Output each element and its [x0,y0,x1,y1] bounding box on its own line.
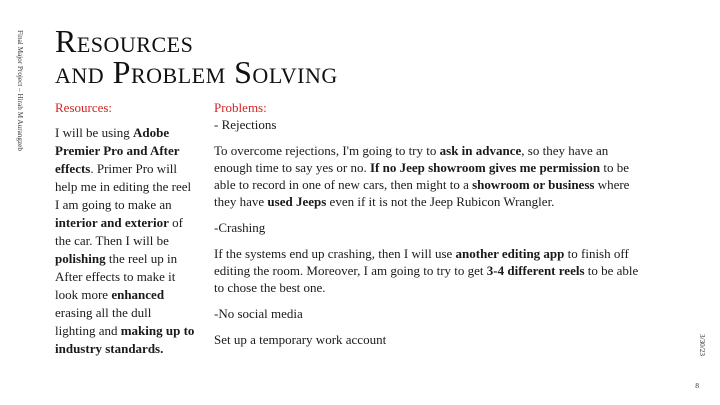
bold-run: If no Jeep showroom gives me permission [369,160,601,175]
bold-run: 3-4 different reels [486,263,585,278]
side-label: Final Major Project – Hirah M Aurangzeb [16,30,24,151]
bold-run: polishing [55,251,106,266]
problems-column [214,99,639,348]
text-run: where they have [214,177,630,209]
text-run: I will be using [55,125,133,140]
bold-run: showroom or business [472,177,595,192]
bold-run: interior and exterior [55,215,169,230]
problems-heading: Problems: [214,100,267,115]
social-media-paragraph: Set up a temporary work account [214,332,387,347]
text-run: even if it is not the Jeep Rubicon Wrangler. [326,194,555,209]
text-run: . Primer Pro will help me in editing the reel I am going to make an [55,161,192,212]
text-run: If the systems end up crashing, then I will use [214,246,456,261]
resources-text [55,124,195,358]
crashing-paragraph [214,245,639,296]
title-line-2: and Problem Solving [55,54,338,90]
subheading-rejections: - Rejections [214,117,277,132]
text-run: to finish off editing the room. Moreover, I am going to try to get [214,246,629,278]
page-number: 8 [695,381,699,390]
rejections-paragraph [214,142,639,210]
bold-run: another editing app [455,246,565,261]
subheading-no-social-media: -No social media [214,306,303,321]
bold-run: ask in advance [439,143,522,158]
text-run: to be able to chose the best one. [214,263,639,295]
text-run: To overcome rejections, I'm going to try to [214,143,440,158]
subheading-crashing: -Crashing [214,220,266,235]
bold-run: used Jeeps [267,194,327,209]
text-run: of the car. Then I will be [55,215,183,248]
bold-run: enhanced [111,287,165,302]
title-line-1: Resources [55,23,194,59]
resources-heading: Resources: [55,100,113,115]
bold-run: making up to industry standards. [55,323,195,356]
bold-run: Adobe Premier Pro and After effects [55,125,180,176]
text-run: to be able to record in one of new cars, then might to a [214,160,630,192]
slide-title [55,23,338,90]
resources-column [55,99,195,358]
text-run: erasing all the dull lighting and [55,305,152,338]
slide-date: 3/30/23 [698,334,706,356]
text-run: the reel up in After effects to make it look more [55,251,178,302]
text-run: , so they have an enough time to say yes or no. [214,143,609,175]
